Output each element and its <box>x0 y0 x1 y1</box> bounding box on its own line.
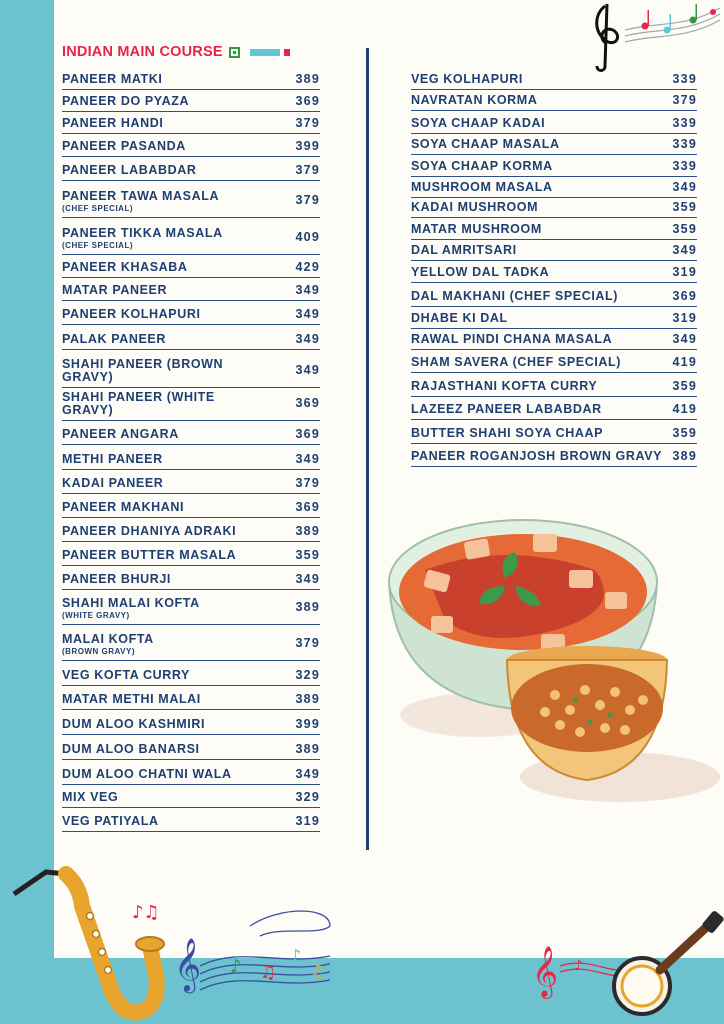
music-staff-icon <box>170 896 340 1006</box>
menu-item-name-text: SHAHI PANEER (WHITE <box>62 390 215 404</box>
menu-item-name-line2: GRAVY) <box>62 370 114 384</box>
menu-item-price: 319 <box>672 311 697 325</box>
menu-item-name-text: MUSHROOM MASALA <box>411 180 553 194</box>
menu-item-name-text: YELLOW DAL TADKA <box>411 265 550 279</box>
menu-item <box>411 328 697 350</box>
menu-item-name <box>62 453 163 466</box>
menu-item-price: 359 <box>672 222 697 236</box>
menu-item <box>62 566 320 590</box>
menu-item-name-text: METHI PANEER <box>62 452 163 466</box>
banjo-icon <box>530 906 724 1024</box>
menu-item-name-text: RAJASTHANI KOFTA CURRY <box>411 379 598 393</box>
menu-item-price: 389 <box>295 524 320 538</box>
menu-item-name <box>62 791 118 804</box>
menu-item-price: 369 <box>672 289 697 303</box>
menu-item-name-text: BUTTER SHAHI SOYA CHAAP <box>411 426 604 440</box>
menu-item-name <box>411 117 545 130</box>
menu-item-note: (CHEF SPECIAL) <box>62 204 133 213</box>
menu-item-price: 349 <box>295 767 320 781</box>
menu-item-price: 379 <box>295 476 320 490</box>
menu-item-name <box>62 333 166 346</box>
svg-text:𝄞: 𝄞 <box>532 946 559 997</box>
menu-item-name <box>411 138 560 151</box>
menu-item <box>62 590 320 625</box>
menu-item <box>411 397 697 420</box>
menu-item-price: 359 <box>672 426 697 440</box>
menu-item-name <box>411 160 553 173</box>
menu-item-price: 319 <box>672 265 697 279</box>
menu-item-name-text: SHAHI MALAI KOFTA <box>62 596 200 610</box>
menu-item <box>62 625 320 661</box>
menu-item-price: 349 <box>295 572 320 586</box>
menu-item-name-text: SOYA CHAAP KADAI <box>411 116 546 130</box>
menu-item-name <box>62 190 219 214</box>
menu-item <box>62 445 320 470</box>
menu-item-name-text: NAVRATAN KORMA <box>411 93 538 107</box>
menu-item-price: 329 <box>295 668 320 682</box>
menu-item-price: 339 <box>672 72 697 86</box>
menu-item-name <box>411 356 621 369</box>
menu-item-price: 379 <box>672 93 697 107</box>
svg-text:♪: ♪ <box>230 956 242 977</box>
menu-item-price: 379 <box>295 116 320 130</box>
menu-item <box>411 282 697 307</box>
menu-item <box>62 350 320 388</box>
menu-item-name <box>411 266 549 279</box>
menu-item-name <box>62 718 205 731</box>
menu-item-price: 419 <box>672 355 697 369</box>
menu-item-price: 419 <box>672 402 697 416</box>
menu-item-price: 349 <box>295 332 320 346</box>
menu-item <box>62 255 320 278</box>
menu-item-name-text: PANEER ANGARA <box>62 427 179 441</box>
menu-item-name-text: SOYA CHAAP KORMA <box>411 159 553 173</box>
menu-item-name-text: DUM ALOO BANARSI <box>62 742 200 756</box>
menu-item-name-text: MATAR MUSHROOM <box>411 222 542 236</box>
menu-item-price: 359 <box>295 548 320 562</box>
menu-item-name-text: MATAR PANEER <box>62 283 168 297</box>
menu-item-name <box>62 743 200 756</box>
menu-item <box>411 240 697 261</box>
menu-item <box>62 542 320 566</box>
menu-item-name-text: DAL AMRITSARI <box>411 243 517 257</box>
menu-item-name <box>411 380 597 393</box>
menu-item-name <box>62 428 179 441</box>
menu-item-name-text: RAWAL PINDI CHANA MASALA <box>411 332 613 346</box>
menu-item-price: 389 <box>295 742 320 756</box>
menu-item <box>62 134 320 157</box>
menu-item-price: 349 <box>672 243 697 257</box>
menu-item-name <box>62 227 223 251</box>
menu-item-name-text: PANEER TIKKA MASALA <box>62 226 223 240</box>
menu-item <box>411 350 697 373</box>
menu-item-price: 389 <box>672 449 697 463</box>
menu-item-price: 369 <box>295 500 320 514</box>
menu-item-name-text: PANEER PASANDA <box>62 139 186 153</box>
menu-item-name-text: PANEER MAKHANI <box>62 500 185 514</box>
menu-item-price: 349 <box>295 452 320 466</box>
saxophone-icon <box>10 866 170 1024</box>
menu-item-price: 379 <box>295 636 320 650</box>
section-title: INDIAN MAIN COURSE <box>62 44 223 60</box>
menu-item <box>62 157 320 181</box>
menu-item-name <box>62 477 163 490</box>
menu-item-note: (BROWN GRAVY) <box>62 647 136 656</box>
menu-item-price: 329 <box>295 790 320 804</box>
menu-item-note: (WHITE GRAVY) <box>62 611 130 620</box>
menu-item-name-line2: GRAVY) <box>62 403 114 417</box>
menu-item-name <box>62 573 171 586</box>
menu-item-price: 369 <box>295 94 320 108</box>
menu-item-name-text: PANEER MATKI <box>62 72 163 86</box>
menu-item-name <box>411 181 553 194</box>
menu-item-name <box>62 117 163 130</box>
menu-item-price: 349 <box>672 180 697 194</box>
menu-item-name-text: MATAR METHI MALAI <box>62 692 201 706</box>
menu-item-price: 399 <box>295 139 320 153</box>
menu-item-name <box>411 244 517 257</box>
menu-item-price: 349 <box>295 363 320 377</box>
menu-item-name <box>62 693 201 706</box>
menu-item <box>62 325 320 350</box>
menu-item-name-text: VEG KOFTA CURRY <box>62 668 190 682</box>
menu-item-name-text: VEG PATIYALA <box>62 814 159 828</box>
menu-item-name <box>62 549 236 562</box>
menu-item-name <box>62 95 189 108</box>
menu-item <box>62 181 320 218</box>
menu-item-name-text: PANEER KOLHAPURI <box>62 307 201 321</box>
menu-item-name <box>411 223 542 236</box>
svg-text:♪: ♪ <box>574 958 583 974</box>
menu-item <box>62 218 320 255</box>
menu-item <box>62 808 320 832</box>
menu-item-name <box>411 403 602 416</box>
menu-item-name-text: LAZEEZ PANEER LABABDAR <box>411 402 602 416</box>
menu-item-price: 349 <box>295 307 320 321</box>
menu-item-name <box>62 597 200 621</box>
menu-item <box>62 518 320 542</box>
menu-item-name-text: DUM ALOO KASHMIRI <box>62 717 206 731</box>
menu-item-price: 389 <box>295 692 320 706</box>
menu-item-price: 379 <box>295 163 320 177</box>
menu-item <box>62 67 320 90</box>
menu-item-name-text: VEG KOLHAPURI <box>411 72 523 86</box>
svg-text:♫: ♫ <box>260 962 277 983</box>
menu-item-price: 339 <box>672 159 697 173</box>
menu-item-name-text: DAL MAKHANI (CHEF SPECIAL) <box>411 289 619 303</box>
menu-item-name-text: PANEER ROGANJOSH BROWN GRAVY <box>411 449 663 463</box>
svg-text:♫: ♫ <box>310 961 325 980</box>
menu-item-price: 359 <box>672 200 697 214</box>
menu-item <box>411 420 697 444</box>
section-heading <box>62 43 290 61</box>
curry-bowls-illustration <box>385 500 724 810</box>
menu-item <box>62 421 320 445</box>
menu-item-price: 369 <box>295 396 320 410</box>
menu-item-name <box>62 391 215 417</box>
menu-item-name <box>411 73 523 86</box>
menu-item-name <box>411 427 603 440</box>
menu-item <box>62 785 320 808</box>
menu-item-price: 399 <box>295 717 320 731</box>
menu-item <box>411 198 697 218</box>
decor-bar-red <box>284 49 290 56</box>
menu-item-price: 349 <box>295 283 320 297</box>
menu-item <box>411 372 697 397</box>
menu-item-name <box>411 201 538 214</box>
menu-item <box>411 218 697 240</box>
menu-item <box>411 155 697 177</box>
menu-item-name <box>411 333 612 346</box>
menu-item-name-text: SHAHI PANEER (BROWN <box>62 357 224 371</box>
menu-item-name-text: KADAI MUSHROOM <box>411 200 539 214</box>
music-notes-icon: ♪♫ <box>132 902 160 923</box>
menu-item-name <box>62 768 232 781</box>
menu-item-price: 349 <box>672 332 697 346</box>
menu-item <box>62 661 320 686</box>
menu-item-name <box>62 284 167 297</box>
menu-item-name-text: PANEER TAWA MASALA <box>62 189 220 203</box>
menu-item-name <box>62 501 184 514</box>
menu-item-name-text: DUM ALOO CHATNI WALA <box>62 767 232 781</box>
menu-item-price: 319 <box>295 814 320 828</box>
menu-item-price: 429 <box>295 260 320 274</box>
menu-item-name <box>62 669 190 682</box>
decor-bar-teal <box>250 49 280 56</box>
menu-item <box>62 301 320 325</box>
svg-text:♪: ♪ <box>290 946 302 967</box>
menu-item-name-text: MALAI KOFTA <box>62 632 154 646</box>
menu-item-name-text: PANEER LABABDAR <box>62 163 197 177</box>
menu-item-price: 389 <box>295 600 320 614</box>
menu-item-price: 379 <box>295 193 320 207</box>
menu-item-name <box>62 358 223 384</box>
menu-item-name <box>411 450 662 463</box>
menu-item-price: 339 <box>672 116 697 130</box>
menu-item-name <box>411 94 537 107</box>
menu-item <box>411 134 697 155</box>
menu-item <box>411 111 697 134</box>
menu-item <box>411 178 697 198</box>
menu-item-name-text: KADAI PANEER <box>62 476 164 490</box>
menu-item <box>62 388 320 421</box>
menu-item <box>62 710 320 735</box>
menu-item-name <box>62 140 186 153</box>
menu-item <box>62 470 320 494</box>
menu-item <box>411 306 697 329</box>
menu-item-name-text: DHABE KI DAL <box>411 311 508 325</box>
menu-item-name-text: MIX VEG <box>62 790 119 804</box>
svg-text:𝄞: 𝄞 <box>174 937 202 991</box>
menu-item <box>62 760 320 785</box>
menu-item-name-text: SHAM SAVERA (CHEF SPECIAL) <box>411 355 622 369</box>
menu-item <box>411 89 697 111</box>
menu-item-name <box>62 164 196 177</box>
menu-item-name <box>62 261 188 274</box>
menu-item-name-text: PALAK PANEER <box>62 332 166 346</box>
menu-item-note: (CHEF SPECIAL) <box>62 241 133 250</box>
treble-clef-icon <box>585 0 724 75</box>
menu-item <box>62 735 320 760</box>
menu-item-name <box>62 633 154 657</box>
veg-symbol-icon <box>229 47 240 58</box>
menu-item-name <box>411 290 618 303</box>
menu-item-price: 369 <box>295 427 320 441</box>
menu-item-price: 339 <box>672 137 697 151</box>
menu-item-name <box>62 815 159 828</box>
column-divider <box>366 48 369 850</box>
menu-item-name <box>62 73 163 86</box>
menu-item-name <box>411 312 508 325</box>
menu-item-name-text: SOYA CHAAP MASALA <box>411 137 560 151</box>
menu-item <box>62 278 320 301</box>
menu-item <box>62 686 320 710</box>
menu-item-name-text: PANEER BHURJI <box>62 572 171 586</box>
menu-item-name-text: PANEER KHASABA <box>62 260 188 274</box>
menu-item-name-text: PANEER DO PYAZA <box>62 94 190 108</box>
menu-item <box>62 111 320 134</box>
menu-item <box>62 89 320 112</box>
menu-item <box>62 494 320 518</box>
menu-item <box>411 261 697 283</box>
menu-item-price: 389 <box>295 72 320 86</box>
menu-item-price: 359 <box>672 379 697 393</box>
menu-item <box>411 444 697 467</box>
menu-item-name <box>62 525 236 538</box>
menu-item-name-text: PANEER BUTTER MASALA <box>62 548 237 562</box>
menu-item-name-text: PANEER HANDI <box>62 116 164 130</box>
menu-item-name-text: PANEER DHANIYA ADRAKI <box>62 524 237 538</box>
menu-item-price: 409 <box>295 230 320 244</box>
menu-item-name <box>62 308 201 321</box>
